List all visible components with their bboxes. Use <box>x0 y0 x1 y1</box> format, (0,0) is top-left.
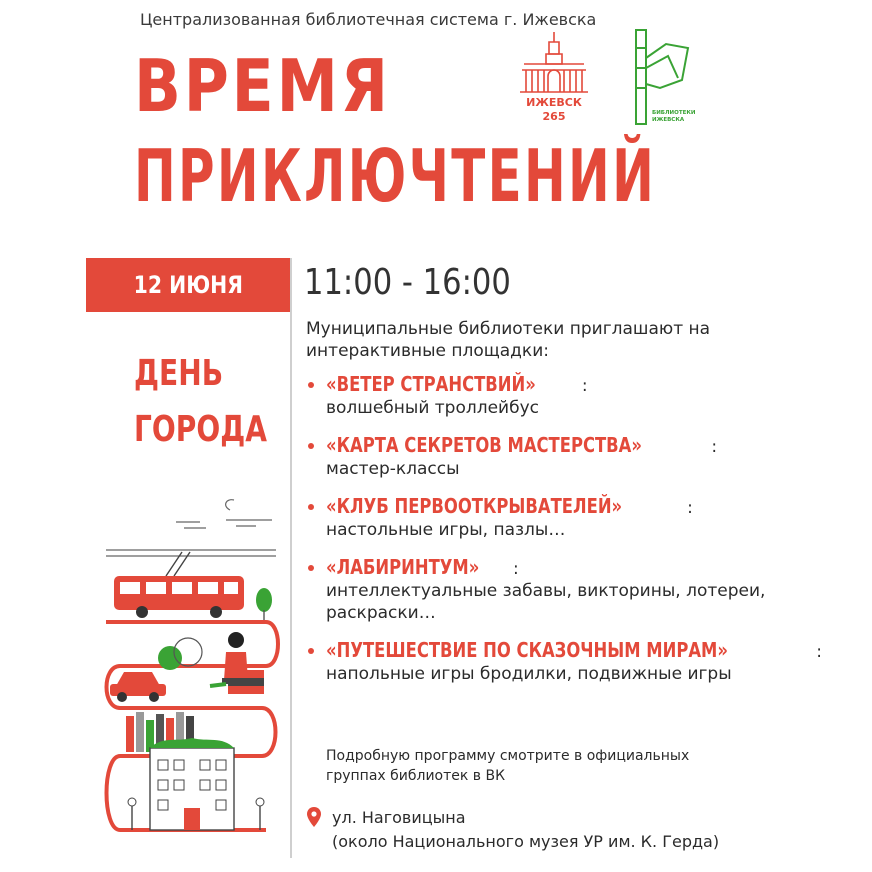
bullet-dot <box>308 382 314 388</box>
zones-list <box>306 372 846 699</box>
bullet-dot <box>308 565 314 571</box>
list-item <box>306 433 846 480</box>
list-item <box>306 555 846 624</box>
vertical-divider <box>290 258 292 858</box>
zone-name: «ЛАБИРИНТУМ» <box>326 555 480 579</box>
event-occasion <box>134 346 267 458</box>
library-building-icon <box>150 738 234 830</box>
event-date: 12 ИЮНЯ <box>133 271 243 299</box>
organization-name: Централизованная библиотечная система г. Ижевска <box>140 10 597 29</box>
poster-title-line1: ВРЕМЯ <box>134 44 391 128</box>
more-info-text: Подробную программу смотрите в официальных группах библиотек в ВК <box>326 748 690 784</box>
zone-suffix: : <box>513 559 519 579</box>
zone-suffix: : <box>711 437 718 457</box>
zone-suffix: : <box>687 498 693 518</box>
list-item <box>306 494 846 541</box>
zone-name: «КЛУБ ПЕРВООТКРЫВАТЕЛЕЙ» <box>326 494 623 518</box>
event-date-banner <box>86 258 290 312</box>
trolleybus-icon <box>114 552 244 618</box>
event-occasion-line2: ГОРОДА <box>134 409 267 450</box>
zone-description: волшебный троллейбус <box>326 398 539 418</box>
city-illustration <box>96 490 286 850</box>
zone-description: мастер-классы <box>326 459 460 479</box>
bullet-dot <box>308 443 314 449</box>
event-time: 11:00 - 16:00 <box>304 262 511 303</box>
reading-girl-icon <box>210 632 264 694</box>
list-item <box>306 372 846 419</box>
zone-description: настольные игры, пазлы… <box>326 520 566 540</box>
zone-name: «ПУТЕШЕСТВИЕ ПО СКАЗОЧНЫМ МИРАМ» <box>326 638 728 662</box>
location-pin-icon <box>306 806 322 828</box>
zone-suffix: : <box>581 376 588 396</box>
bullet-dot <box>308 648 314 654</box>
list-item <box>306 638 846 685</box>
event-location <box>332 806 752 854</box>
zone-name: «КАРТА СЕКРЕТОВ МАСТЕРСТВА» <box>326 433 642 457</box>
location-street: ул. Наговицына <box>332 808 466 827</box>
libraries-logo-text-2: ИЖЕВСКА <box>652 117 685 123</box>
zone-name: «ВЕТЕР СТРАНСТВИЙ» <box>326 372 536 396</box>
libraries-logo-text-1: БИБЛИОТЕКИ <box>652 110 696 116</box>
izhevsk-logo-text: ИЖЕВСК <box>526 96 582 109</box>
bullet-dot <box>308 504 314 510</box>
intro-text: Муниципальные библиотеки приглашают на интерактивные площадки: <box>306 319 711 361</box>
zone-suffix: : <box>816 642 822 662</box>
zone-description: интеллектуальные забавы, викторины, лотереи, раскраски… <box>326 581 766 623</box>
poster-title-line2: ПРИКЛЮЧТЕНИЙ <box>134 134 657 218</box>
zone-description: напольные игры бродилки, подвижные игры <box>326 664 732 684</box>
location-landmark: (около Национального музея УР им. К. Герда) <box>332 832 720 851</box>
izhevsk-265-logo <box>518 30 590 130</box>
izhevsk-logo-number: 265 <box>542 110 566 123</box>
libraries-izhevsk-logo <box>626 28 696 128</box>
event-occasion-line1: ДЕНЬ <box>134 353 224 394</box>
car-icon <box>110 672 166 702</box>
